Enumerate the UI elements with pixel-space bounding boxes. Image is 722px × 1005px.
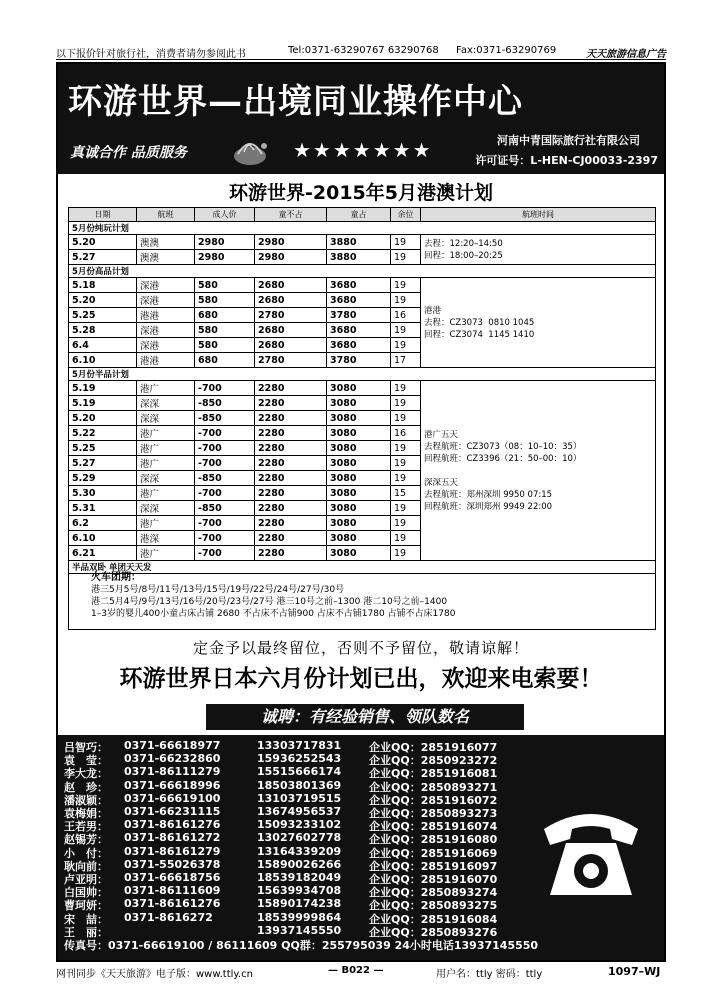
- japan-plan-announcement: 环游世界日本六月份计划已出，欢迎来电索要！: [119, 666, 603, 692]
- table-cell: 2280: [255, 516, 327, 531]
- contact-mobile: 13674956537: [257, 805, 342, 818]
- flight-time-note: 港港 去程：CZ3073 0810 1045 回程：CZ3074 1145 1410: [421, 278, 656, 368]
- table-cell: 19: [391, 338, 421, 353]
- contact-name: 赵 珍：: [64, 780, 108, 794]
- contact-phone: 0371-66618977: [124, 739, 221, 752]
- contact-qq: 企业QQ：2851916077: [369, 741, 498, 754]
- table-cell: 5.18: [69, 278, 137, 293]
- table-cell: 580: [195, 338, 255, 353]
- column-header: 航班: [137, 208, 195, 222]
- table-cell: 深港: [137, 338, 195, 353]
- table-cell: 2680: [255, 293, 327, 308]
- table-cell: 19: [391, 456, 421, 471]
- contact-mobile: 13303717831: [257, 739, 342, 752]
- contact-qq: 企业QQ：2851916097: [369, 859, 498, 873]
- contact-qq: 企业QQ：2851916074: [369, 820, 498, 834]
- rating-stars: ★★★★★★★: [293, 138, 433, 162]
- table-cell: 港广: [137, 456, 195, 471]
- column-header: 航班时间: [421, 208, 656, 222]
- table-cell: 5.28: [69, 323, 137, 338]
- contact-phone: 0371-66618996: [124, 778, 221, 792]
- table-cell: 2280: [255, 471, 327, 486]
- section-title: 5月份高品计划: [69, 265, 656, 278]
- section-title: 5月份纯玩计划: [69, 222, 656, 235]
- table-cell: 3880: [327, 250, 391, 265]
- contact-mobile: 18539999864: [257, 910, 342, 924]
- train-line-1: 港三5月5号/8号/11号/13号/15号/19号/22号/24号/27号/30号: [91, 585, 345, 595]
- table-cell: 19: [391, 531, 421, 546]
- contact-mobile: 18539182049: [257, 871, 342, 884]
- table-cell: 6.2: [69, 516, 137, 531]
- table-cell: 港港: [137, 308, 195, 323]
- table-cell: 2280: [255, 426, 327, 441]
- contact-mobile: 18503801369: [257, 778, 342, 792]
- table-cell: 2680: [255, 338, 327, 353]
- table-cell: 2680: [255, 278, 327, 293]
- column-header: 童不占: [255, 208, 327, 222]
- contact-qq: 企业QQ：2851916070: [369, 873, 498, 886]
- table-cell: -850: [195, 471, 255, 486]
- table-cell: -700: [195, 486, 255, 501]
- table-cell: 5.29: [69, 471, 137, 486]
- column-header: 日期: [69, 208, 137, 222]
- table-cell: 19: [391, 441, 421, 456]
- table-cell: 港广: [137, 486, 195, 501]
- tel-number: Tel:0371-63290767 63290768: [288, 45, 439, 56]
- table-cell: 3080: [327, 531, 391, 546]
- table-cell: 5.19: [69, 396, 137, 411]
- contact-qq: 企业QQ：2850893275: [369, 899, 498, 913]
- contact-qq: 企业QQ：2850893271: [369, 780, 498, 794]
- contact-name: 李大龙：: [64, 767, 108, 781]
- table-cell: -850: [195, 396, 255, 411]
- table-cell: 19: [391, 235, 421, 250]
- recruitment-banner: 诚聘：有经验销售、领队数名: [206, 704, 524, 730]
- table-cell: 3080: [327, 381, 391, 396]
- table-cell: 深深: [137, 501, 195, 516]
- section-row: [69, 265, 656, 278]
- contact-name: 袁梅娟：: [64, 807, 108, 820]
- table-cell: 19: [391, 250, 421, 265]
- table-cell: 2280: [255, 441, 327, 456]
- table-cell: 深深: [137, 396, 195, 411]
- table-cell: 深深: [137, 411, 195, 426]
- contact-phone: 0371-55026378: [124, 857, 221, 871]
- table-cell: 2280: [255, 396, 327, 411]
- table-cell: 19: [391, 323, 421, 338]
- contact-qq: 企业QQ：2850893273: [369, 807, 498, 820]
- license-number: 许可证号：L-HEN-CJ00033-2397: [475, 154, 658, 167]
- table-header-row: [69, 208, 656, 222]
- contact-qq: 企业QQ：2851916081: [369, 767, 498, 781]
- contact-mobile: 13937145550: [257, 923, 342, 937]
- table-cell: -700: [195, 516, 255, 531]
- column-header: 余位: [391, 208, 421, 222]
- table-cell: 19: [391, 501, 421, 516]
- table-cell: 3080: [327, 471, 391, 486]
- contact-name: 袁 莹：: [64, 754, 108, 768]
- contact-name: 曹珂妍：: [64, 899, 108, 913]
- table-cell: 2280: [255, 411, 327, 426]
- table-cell: 2280: [255, 381, 327, 396]
- table-cell: 深港: [137, 293, 195, 308]
- login-info: 用户名：ttly 密码：ttly: [436, 969, 543, 980]
- table-cell: 580: [195, 323, 255, 338]
- slogan: 真诚合作 品质服务: [70, 145, 187, 161]
- table-cell: 2280: [255, 531, 327, 546]
- table-cell: 2780: [255, 353, 327, 368]
- table-cell: 港广: [137, 441, 195, 456]
- consumer-notice: 以下报价针对旅行社，消费者请勿参阅此书: [56, 49, 246, 60]
- table-cell: 深港: [137, 278, 195, 293]
- table-cell: 680: [195, 308, 255, 323]
- table-cell: 3680: [327, 338, 391, 353]
- contact-qq: 企业QQ：2850893276: [369, 925, 498, 939]
- contact-phone: 0371-66619100: [124, 791, 221, 805]
- table-cell: 3080: [327, 516, 391, 531]
- table-cell: 2280: [255, 546, 327, 561]
- table-cell: 5.30: [69, 486, 137, 501]
- table-cell: 19: [391, 411, 421, 426]
- telephone-icon: [536, 799, 646, 909]
- contact-name: 白国帅：: [64, 886, 108, 900]
- contact-mobile: 13027602778: [257, 831, 342, 845]
- table-cell: 5.20: [69, 411, 137, 426]
- table-cell: 16: [391, 308, 421, 323]
- table-cell: 港广: [137, 546, 195, 561]
- contact-mobile: 15093233102: [257, 818, 342, 832]
- contact-phone: 0371-86111279: [124, 765, 221, 779]
- table-cell: 5.20: [69, 293, 137, 308]
- table-cell: 澳澳: [137, 250, 195, 265]
- fax-number: Fax:0371-63290769: [456, 45, 557, 56]
- contact-mobile: 15936252543: [257, 752, 342, 766]
- table-cell: 19: [391, 293, 421, 308]
- table-cell: -700: [195, 381, 255, 396]
- ad-frame: [56, 62, 666, 962]
- table-cell: 3080: [327, 426, 391, 441]
- train-line-2: 港二5月4号/9号/13号/16号/20号/23号/27号 港三10号之前–1300 港二10号之前–1400: [91, 597, 448, 607]
- contact-phone: 0371-8616272: [124, 910, 213, 924]
- table-cell: 15: [391, 486, 421, 501]
- table-cell: 3080: [327, 501, 391, 516]
- table-cell: 港广: [137, 516, 195, 531]
- table-cell: -700: [195, 441, 255, 456]
- table-row: [69, 278, 656, 293]
- contact-phone: 0371-86111609: [124, 884, 221, 898]
- agency-title: 环游世界—出境同业操作中心: [68, 82, 523, 122]
- table-cell: 19: [391, 471, 421, 486]
- contact-mobile: 15890174238: [257, 897, 342, 911]
- table-cell: 16: [391, 426, 421, 441]
- table-cell: 19: [391, 396, 421, 411]
- table-cell: 2980: [195, 235, 255, 250]
- fax-qq-hotline: 传真号：0371-66619100 / 86111609 QQ群：255795039 24小时电话13937145550: [64, 939, 539, 952]
- contact-name: 吕智巧：: [64, 741, 108, 754]
- table-cell: 19: [391, 381, 421, 396]
- table-cell: 港广: [137, 381, 195, 396]
- table-cell: 3680: [327, 293, 391, 308]
- table-cell: 5.27: [69, 456, 137, 471]
- table-cell: -850: [195, 501, 255, 516]
- table-row: [69, 235, 656, 250]
- header-banner: [58, 64, 664, 174]
- table-cell: 2980: [195, 250, 255, 265]
- table-cell: 19: [391, 278, 421, 293]
- contact-mobile: 13103719515: [257, 791, 342, 805]
- ad-code: 1097–WJ: [608, 965, 661, 978]
- table-cell: 3780: [327, 308, 391, 323]
- table-cell: -700: [195, 426, 255, 441]
- contact-name: 小 付：: [64, 846, 108, 860]
- flight-time-note: 去程：12:20–14:50 回程：18:00–20:25: [421, 235, 656, 265]
- contact-list: [58, 735, 664, 960]
- contact-name: 卢亚明：: [64, 873, 108, 886]
- train-line-3: 1–3岁的婴儿400小童占床占铺 2680 不占床不占铺900 占床不占铺1780 占铺不占床1780: [91, 609, 456, 619]
- table-cell: 19: [391, 516, 421, 531]
- table-cell: 2280: [255, 501, 327, 516]
- table-cell: 2280: [255, 486, 327, 501]
- table-cell: 5.27: [69, 250, 137, 265]
- table-cell: 2280: [255, 456, 327, 471]
- table-cell: 深港: [137, 323, 195, 338]
- table-cell: 2980: [255, 235, 327, 250]
- lotus-logo-icon: [218, 130, 278, 170]
- column-header: 童占: [327, 208, 391, 222]
- table-cell: 680: [195, 353, 255, 368]
- table-cell: 2680: [255, 323, 327, 338]
- page-number: — B022 —: [328, 965, 384, 976]
- contact-phone: 0371-86161276: [124, 897, 221, 911]
- table-cell: -700: [195, 531, 255, 546]
- table-cell: 5.22: [69, 426, 137, 441]
- contact-name: 王 丽：: [64, 925, 108, 939]
- contact-qq: 企业QQ：2851916072: [369, 793, 498, 807]
- contact-phone: 0371-86161272: [124, 831, 221, 845]
- section-footer: 半品双卧 单团天天发: [69, 561, 656, 574]
- contact-name: 赵锡芳：: [64, 833, 108, 847]
- table-cell: 3680: [327, 278, 391, 293]
- table-cell: 港港: [137, 353, 195, 368]
- contact-phone: 0371-66231115: [124, 805, 221, 818]
- train-schedule: [68, 568, 656, 630]
- table-cell: 580: [195, 278, 255, 293]
- table-cell: 5.19: [69, 381, 137, 396]
- contact-phone: 0371-86161276: [124, 818, 221, 832]
- table-cell: 3780: [327, 353, 391, 368]
- contact-qq: 企业QQ：2851916080: [369, 833, 498, 847]
- contact-name: 宋 喆：: [64, 912, 108, 926]
- table-cell: 港广: [137, 426, 195, 441]
- train-title: 火车团期：: [91, 572, 141, 583]
- section-title: 5月份半品计划: [69, 368, 656, 381]
- contact-phone: 0371-66232860: [124, 752, 221, 766]
- contact-name: 王若男：: [64, 820, 108, 834]
- table-cell: 5.31: [69, 501, 137, 516]
- table-cell: 5.25: [69, 441, 137, 456]
- table-cell: -700: [195, 456, 255, 471]
- contact-mobile: 15890026266: [257, 857, 342, 871]
- flight-time-note: 港广五天 去程航班：CZ3073（08：10–10：35） 回程航班：CZ3396（21：50–00：10） 深深五天 去程航班：郑州深圳 9950 07:15 回程航班：深圳郑州 9949 22:00: [421, 381, 656, 561]
- contact-mobile: 13164339209: [257, 844, 342, 858]
- table-cell: 2980: [255, 250, 327, 265]
- table-cell: 17: [391, 353, 421, 368]
- table-cell: 6.4: [69, 338, 137, 353]
- contact-phone: 0371-86161279: [124, 844, 221, 858]
- table-cell: 3080: [327, 456, 391, 471]
- section-row: [69, 222, 656, 235]
- table-cell: 港深: [137, 531, 195, 546]
- page-footer: [56, 963, 666, 987]
- table-cell: 5.20: [69, 235, 137, 250]
- table-cell: 深深: [137, 471, 195, 486]
- contact-qq: 企业QQ：2850923272: [369, 754, 498, 768]
- table-cell: 6.21: [69, 546, 137, 561]
- deposit-notice: 定金予以最终留位，否则不予留位，敬请谅解！: [192, 639, 529, 657]
- table-cell: -700: [195, 546, 255, 561]
- contact-qq: 企业QQ：2851916069: [369, 846, 498, 860]
- table-cell: -850: [195, 411, 255, 426]
- web-sync-note: 网刊同步《天天旅游》电子版：www.ttly.cn: [56, 969, 253, 980]
- table-cell: 19: [391, 546, 421, 561]
- contact-mobile: 15515666174: [257, 765, 342, 779]
- price-table: [68, 207, 656, 574]
- table-cell: 3080: [327, 546, 391, 561]
- publication-brand: 天天旅游信息广告: [586, 49, 666, 60]
- table-cell: 6.10: [69, 531, 137, 546]
- table-cell: 3680: [327, 323, 391, 338]
- contact-mobile: 15639934708: [257, 884, 342, 898]
- table-cell: 5.25: [69, 308, 137, 323]
- table-cell: 3080: [327, 486, 391, 501]
- table-cell: 3080: [327, 411, 391, 426]
- contact-name: 潘淑颖：: [64, 793, 108, 807]
- table-cell: 2780: [255, 308, 327, 323]
- contact-qq: 企业QQ：2850893274: [369, 886, 498, 900]
- contact-name: 耿向前：: [64, 859, 108, 873]
- table-cell: 3080: [327, 396, 391, 411]
- table-cell: 3080: [327, 441, 391, 456]
- table-cell: 3880: [327, 235, 391, 250]
- company-name: 河南中青国际旅行社有限公司: [497, 134, 640, 147]
- column-header: 成人价: [195, 208, 255, 222]
- table-cell: 580: [195, 293, 255, 308]
- contact-phone: 0371-66618756: [124, 871, 221, 884]
- section-row: [69, 368, 656, 381]
- table-row: [69, 381, 656, 396]
- table-cell: 澳澳: [137, 235, 195, 250]
- top-info-bar: [56, 42, 666, 60]
- table-cell: 6.10: [69, 353, 137, 368]
- plan-title: 环游世界-2015年5月港澳计划: [229, 182, 493, 204]
- contact-qq: 企业QQ：2851916084: [369, 912, 498, 926]
